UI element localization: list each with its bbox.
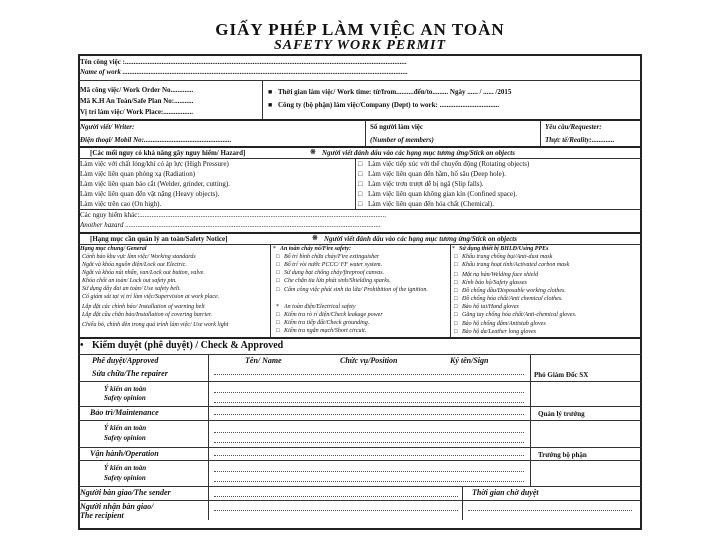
hazard-left-5[interactable]: Làm việc trên cao (On high). xyxy=(80,200,162,208)
members-en-label: (Number of members) xyxy=(370,136,434,144)
safety-opinion-en-label: Safety opinion xyxy=(104,394,146,402)
ppe-item-3[interactable]: Mặt nạ hàn/Welding face shield xyxy=(462,272,539,278)
checkbox-icon[interactable]: □ xyxy=(454,321,458,327)
checkbox-icon[interactable]: □ xyxy=(358,200,363,208)
hazard-note: Người viết đánh dấu vào các hạng mục tương ứng/Stick on objects xyxy=(322,149,515,157)
checkbox-icon[interactable]: □ xyxy=(276,278,280,284)
divider xyxy=(78,500,642,501)
divider xyxy=(540,120,541,146)
general-item-2[interactable]: Ngắt và khóa nguồn điện/Lock out Electric. xyxy=(82,262,187,268)
fire-item-6: An toàn điện/Electrical safety xyxy=(284,304,356,310)
company-field[interactable]: Công ty (bộ phận) làm việc/Company (Dept) to work: .................................. xyxy=(278,101,500,109)
divider xyxy=(78,460,642,461)
sender-label: Người bàn giao/The sender xyxy=(80,488,171,497)
divider xyxy=(78,158,642,159)
star-icon: ※ xyxy=(310,148,316,156)
general-title: Hạng mục chung/ General xyxy=(80,246,147,252)
general-item-1[interactable]: Cảnh báo khu vực làm việc/ Working standards xyxy=(82,254,196,260)
requester-field[interactable]: Yêu cầu/Requester: xyxy=(545,123,602,131)
fire-item-4[interactable]: Che chắn tia lửa phát sinh/Shielding sparks. xyxy=(284,278,391,284)
divider xyxy=(78,486,642,487)
col-approved-header: Phê duyệt/Approved xyxy=(92,356,159,365)
measures-note: Người viết đánh dấu vào các hạng mục tương ứng/Stick on objects xyxy=(324,235,517,243)
signature-line[interactable] xyxy=(214,496,458,497)
measures-heading: [Hạng mục cần quản lý an toàn/Safety Notice] xyxy=(90,235,228,243)
safety-opinion-label: Ý kiến an toàn xyxy=(104,464,147,472)
ppe-item-9[interactable]: Bảo hộ chống đâm/Antistab gloves xyxy=(462,321,546,327)
col-position-header: Chức vụ/Position xyxy=(340,356,398,365)
divider xyxy=(78,447,642,448)
work-order-field[interactable]: Mã công việc/ Work Order No............. xyxy=(80,86,194,94)
opinion-line[interactable] xyxy=(214,402,524,403)
checkbox-icon[interactable]: □ xyxy=(454,262,458,268)
role-maint: Quản lý trưởng xyxy=(538,410,585,418)
safety-opinion-label: Ý kiến an toàn xyxy=(104,385,147,393)
col-sign-header: Ký tên/Sign xyxy=(450,356,489,365)
general-item-7[interactable]: Lắp đặt các chỉnh báo/ Installation of warning belt xyxy=(82,304,205,310)
divider xyxy=(78,146,642,148)
checkbox-icon[interactable]: □ xyxy=(358,180,363,188)
other-hazard-field[interactable]: Các nguy hiểm khác:............................................................................................................................................. xyxy=(80,211,387,219)
ppe-title: Sử dụng thiết bị BHLĐ/Using PPEs xyxy=(459,246,549,252)
time-line[interactable] xyxy=(468,510,632,511)
operation-label: Vận hành/Operation xyxy=(90,449,159,458)
divider xyxy=(78,381,642,382)
phone-field[interactable]: Điện thoại/ Mobil No:.................................................. xyxy=(80,136,232,144)
hazard-right-2[interactable]: Làm việc liên quan đến hầm, hố sâu (Deep hole). xyxy=(368,170,506,178)
divider xyxy=(78,232,642,234)
hazard-left-4[interactable]: Làm việc liên quan đến vật nặng (Heavy objects). xyxy=(80,190,220,198)
hazard-left-1[interactable]: Làm việc với chất lỏng/khí có áp lực (High Pressure) xyxy=(80,160,229,168)
hazard-right-5[interactable]: Làm việc liên quan đến hóa chất (Chemical). xyxy=(368,200,494,208)
work-place-field[interactable]: Vị trí làm việc/ Work Place:................. xyxy=(80,108,194,116)
role-director: Phó Giám Đốc SX xyxy=(534,371,589,379)
opinion-line[interactable] xyxy=(214,481,524,482)
hazard-right-4[interactable]: Làm việc liên quan không gian kín (Confined space). xyxy=(368,190,518,198)
check-time-label: Thời gian chờ duyệt xyxy=(472,488,539,497)
ppe-item-2[interactable]: Khẩu trang hoạt tính/Activated carbon mask xyxy=(462,262,570,268)
title-en: SAFETY WORK PERMIT xyxy=(273,38,447,53)
opinion-line[interactable] xyxy=(214,432,524,433)
role-op: Trưởng bộ phận xyxy=(538,451,587,459)
general-item-9[interactable]: Chiếu bỏ, chính đèn trong quá trình làm việc/ Use work light xyxy=(82,322,229,328)
checkbox-icon[interactable]: □ xyxy=(358,190,363,198)
work-time-field[interactable]: Thời gian làm việc/ Work time: từ/from..........đến/to......... Ngày ...... / ...... /2015 xyxy=(278,88,512,96)
checkbox-icon[interactable]: □ xyxy=(454,288,458,294)
signature-line[interactable] xyxy=(214,414,524,415)
repairer-label: Sửa chữa/The repairer xyxy=(92,369,168,378)
fire-item-9[interactable]: Kiểm tra ngắn mạch/Short circuit. xyxy=(284,328,367,334)
fire-item-3[interactable]: Sử dụng bạt chống cháy/fireproof canvas. xyxy=(284,270,385,276)
fire-title: An toàn cháy nổ/Fire safety: xyxy=(280,246,352,252)
checkbox-icon[interactable]: □ xyxy=(454,312,458,318)
general-item-3[interactable]: Ngắt và khóa nút nhấn, van/Lock out button, valve. xyxy=(82,270,205,276)
divider xyxy=(78,406,642,407)
divider xyxy=(355,159,356,209)
checkbox-icon[interactable]: □ xyxy=(454,254,458,260)
fire-item-2[interactable]: Bố trí vòi nước PCCC/ FF water system. xyxy=(284,262,383,268)
maintenance-label: Bảo trì/Maintenance xyxy=(90,408,159,417)
general-item-8[interactable]: Lắp đặt cầu chắn bảo/Installation of covering barrier. xyxy=(82,312,212,318)
divider xyxy=(78,80,642,81)
safe-plan-field[interactable]: Mã K.H An Toàn/Safe Plan No:........... xyxy=(80,97,194,105)
bullet-icon: ■ xyxy=(268,88,273,96)
ppe-item-1[interactable]: Khẩu trang chống bụi/Anti-dust mask xyxy=(462,254,553,260)
hazard-right-1[interactable]: Làm việc tiếp xúc với thể chuyển động (Rotating objects) xyxy=(368,160,530,168)
checkbox-icon[interactable]: □ xyxy=(454,272,458,278)
recipient-label: Người nhận bàn giao/ xyxy=(80,502,154,511)
safety-opinion-label: Ý kiến an toàn xyxy=(104,424,147,432)
ppe-item-5[interactable]: Đồ chống dầu/Disposable working clothes. xyxy=(462,288,566,294)
checkbox-icon[interactable]: □ xyxy=(276,287,280,293)
star-icon: * xyxy=(273,246,276,252)
divider xyxy=(78,244,642,245)
ppe-item-4[interactable]: Kính bảo hộ/Safety glasses xyxy=(462,280,527,286)
job-name-en-field[interactable]: Name of work ................................................................................................................................................................... xyxy=(80,68,408,76)
ppe-item-7[interactable]: Bảo hộ tai/Hand gloves xyxy=(462,304,519,310)
divider xyxy=(78,420,642,421)
members-label: Số người làm việc xyxy=(370,123,423,131)
recipient-en-label: The recipient xyxy=(80,511,124,520)
checkbox-icon[interactable]: □ xyxy=(454,329,458,335)
signature-line[interactable] xyxy=(214,455,524,456)
general-item-6[interactable]: Có giám sát tại vị trí làm việc/Supervision at work place. xyxy=(82,294,220,300)
other-hazard-en-field[interactable]: Another hazard .................................................................................................................................................. xyxy=(80,221,381,229)
fire-item-5[interactable]: Cấm công việc phát sinh tia lửa/ Prohibition of the ignition. xyxy=(284,287,428,293)
divider xyxy=(78,337,642,339)
checkbox-icon[interactable]: □ xyxy=(454,304,458,310)
ppe-item-8[interactable]: Găng tay chống hóa chất/Anti-chemical gloves. xyxy=(462,312,577,318)
safety-opinion-en-label: Safety opinion xyxy=(104,434,146,442)
divider xyxy=(78,354,642,355)
divider xyxy=(78,119,642,121)
checkbox-icon[interactable]: □ xyxy=(276,262,280,268)
col-name-header: Tên/ Name xyxy=(245,356,282,365)
signature-line[interactable] xyxy=(214,374,524,375)
opinion-line[interactable] xyxy=(214,392,524,393)
checkbox-icon[interactable]: □ xyxy=(454,280,458,286)
fire-item-8[interactable]: Kiểm tra tiếp đất/Check grounding. xyxy=(284,320,370,326)
executor-field[interactable]: Thực tế/Reality:............. xyxy=(545,136,615,144)
fire-item-7[interactable]: Kiểm tra rò rỉ điện/Check leakage power xyxy=(284,312,383,318)
divider xyxy=(450,245,451,337)
hazard-left-2[interactable]: Làm việc liên quan phóng xạ (Radiation) xyxy=(80,170,196,178)
title-vi: GIẤY PHÉP LÀM VIỆC AN TOÀN xyxy=(215,20,505,39)
checkbox-icon[interactable]: □ xyxy=(276,270,280,276)
divider xyxy=(78,209,642,210)
star-icon: * xyxy=(276,304,279,310)
signature-line[interactable] xyxy=(214,510,458,511)
ppe-item-10[interactable]: Bảo hộ da/Leather long gloves xyxy=(462,329,536,335)
approval-section-title: Kiểm duyệt (phê duyệt) / Check & Approved xyxy=(92,340,284,351)
divider xyxy=(270,245,271,337)
job-name-field[interactable]: Tên công việc :................................................................................................................................................................. xyxy=(80,58,407,66)
checkbox-icon[interactable]: □ xyxy=(358,160,363,168)
ppe-item-6[interactable]: Đồ chống hóa chất/Anti chemical clothes. xyxy=(462,296,563,302)
fire-item-1[interactable]: Bố trí bình chữa cháy/Fire extinguisher xyxy=(284,254,380,260)
divider xyxy=(365,120,366,146)
opinion-line[interactable] xyxy=(214,471,524,472)
opinion-line[interactable] xyxy=(214,442,524,443)
general-item-5[interactable]: Sử dụng dây đai an toàn/ Use safety belt. xyxy=(82,286,181,292)
hazard-right-3[interactable]: Làm việc trơn trượt dễ bị ngã (Slip falls). xyxy=(368,180,484,188)
checkbox-icon[interactable]: □ xyxy=(276,254,280,260)
safety-opinion-en-label: Safety opinion xyxy=(104,474,146,482)
divider xyxy=(262,81,263,119)
hazard-left-3[interactable]: Làm việc liên quan bảo cắt (Welder, grinder, cutting). xyxy=(80,180,230,188)
divider xyxy=(462,486,463,520)
approval-bullet-icon: • xyxy=(80,340,84,351)
checkbox-icon[interactable]: □ xyxy=(276,312,280,318)
general-item-4[interactable]: Khóa chốt an toàn/ Lock out safety pin. xyxy=(82,278,177,284)
star-icon: * xyxy=(452,246,455,252)
checkbox-icon[interactable]: □ xyxy=(454,296,458,302)
checkbox-icon[interactable]: □ xyxy=(358,170,363,178)
star-icon: ※ xyxy=(312,234,318,242)
checkbox-icon[interactable]: □ xyxy=(276,328,280,334)
writer-label: Người viết/ Writer: xyxy=(80,123,135,131)
checkbox-icon[interactable]: □ xyxy=(276,320,280,326)
divider xyxy=(208,354,209,520)
bullet-icon: ■ xyxy=(268,101,273,109)
hazard-heading: [Các mối nguy có khả năng gây nguy hiểm/ Hazard] xyxy=(90,149,246,157)
